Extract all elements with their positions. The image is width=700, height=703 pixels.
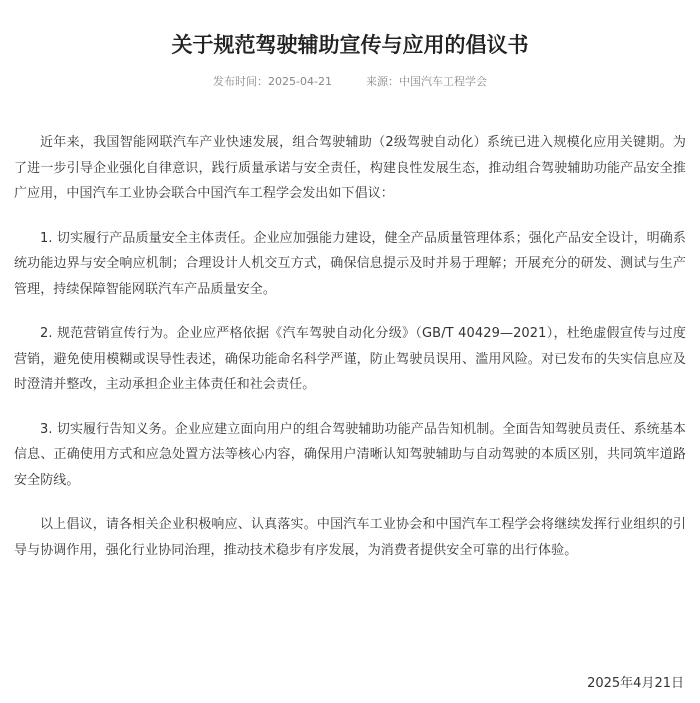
paragraph-closing: 以上倡议，请各相关企业积极响应、认真落实。中国汽车工业协会和中国汽车工程学会将继续发挥行业组织的引导与协调作用，强化行业协同治理，推动技术稳步有序发展，为消费者提供安全可靠的出行体验。 — [14, 517, 686, 558]
signature-date: 2025年4月21日 — [587, 676, 684, 691]
paragraph-item-3: 3. 切实履行告知义务。企业应建立面向用户的组合驾驶辅助功能产品告知机制。全面告知驾驶员责任、系统基本信息、正确使用方式和应急处置方法等核心内容，确保用户清晰认知驾驶辅助与自动驾驶的本质区别，共同筑牢道路安全防线。 — [14, 421, 686, 488]
paragraph-item-2: 2. 规范营销宣传行为。企业应严格依据《汽车驾驶自动化分级》（GB/T 40429—2021），杜绝虚假宣传与过度营销，避免使用模糊或误导性表述，确保功能命名科学严谨，防止驾驶员误用、滥用风险。对已发布的失实信息应及时澄清并整改，主动承担企业主体责任和社会责任。 — [14, 326, 686, 392]
paragraph-intro: 近年来，我国智能网联汽车产业快速发展，组合驾驶辅助（2级驾驶自动化）系统已进入规模化应用关键期。为了进一步引导企业强化自律意识，践行质量承诺与安全责任，构建良性发展生态，推动组合驾驶辅助功能产品安全推广应用，中国汽车工业协会联合中国汽车工程学会发出如下倡议： — [14, 135, 686, 201]
article-body — [14, 130, 686, 582]
article-meta — [0, 73, 700, 91]
paragraph-item-1: 1. 切实履行产品质量安全主体责任。企业应加强能力建设，健全产品质量管理体系；强化产品安全设计，明确系统功能边界与安全响应机制；合理设计人机交互方式，确保信息提示及时并易于理解；开展充分的研发、测试与生产管理，持续保障智能网联汽车产品质量安全。 — [14, 230, 686, 297]
article-source: 来源：中国汽车工程学会 — [365, 75, 487, 88]
publish-time: 发布时间：2025-04-21 — [213, 75, 332, 88]
article-title: 关于规范驾驶辅助宣传与应用的倡议书 — [171, 33, 529, 57]
